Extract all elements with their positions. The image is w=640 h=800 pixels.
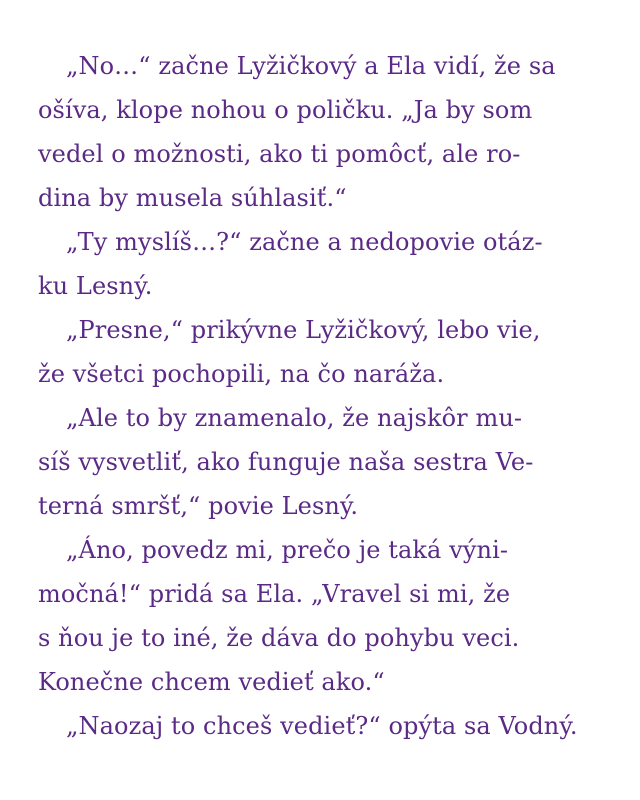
text-line: „Presne,“ prikývne Lyžičkový, lebo vie, [66, 316, 541, 344]
text-line: dina by musela súhlasiť.“ [38, 184, 347, 212]
text-line: síš vysvetliť, ako funguje naša sestra Ve- [38, 448, 534, 476]
text-line: „Ale to by znamenalo, že najskôr mu- [66, 404, 523, 432]
text-line: „Áno, povedz mi, prečo je taká výni- [66, 536, 509, 564]
text-line: „No…“ začne Lyžičkový a Ela vidí, že sa [66, 52, 556, 80]
text-line: „Naozaj to chceš vedieť?“ opýta sa Vodný. [66, 712, 578, 740]
text-line: s ňou je to iné, že dáva do pohybu veci. [38, 624, 520, 652]
text-line: „Ty myslíš…?“ začne a nedopovie otáz- [66, 228, 543, 256]
text-line: močná!“ pridá sa Ela. „Vravel si mi, že [38, 580, 511, 608]
text-line: ku Lesný. [38, 272, 153, 300]
text-line: terná smršť,“ povie Lesný. [38, 492, 359, 520]
text-line: Konečne chcem vedieť ako.“ [38, 668, 385, 696]
text-line: ošíva, klope nohou o poličku. „Ja by som [38, 96, 533, 124]
text-line: že všetci pochopili, na čo naráža. [38, 360, 445, 388]
text-line: vedel o možnosti, ako ti pomôcť, ale ro- [38, 140, 521, 168]
